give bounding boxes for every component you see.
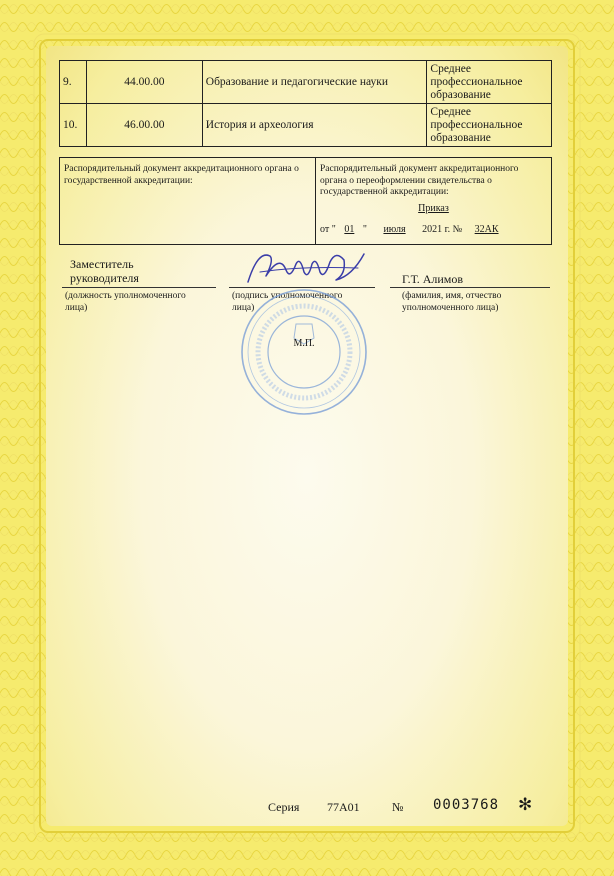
signature-hint: (подпись уполномоченного лица) <box>232 291 343 313</box>
program-name: История и археология <box>202 104 427 147</box>
program-code: 44.00.00 <box>86 61 202 104</box>
reissue-doc-right <box>315 157 552 245</box>
star-mark: ✻ <box>518 795 533 814</box>
table-row <box>60 61 552 104</box>
quote-close: " <box>362 224 367 235</box>
reissue-doc-label: Распорядительный документ аккредитационного органа о переоформлении свидетельства о государственной аккредитации: <box>320 164 519 197</box>
series-label: Серия <box>268 800 300 814</box>
official-seal <box>236 286 372 418</box>
program-name: Образование и педагогические науки <box>202 61 427 104</box>
stamp-mark: М.П. <box>293 338 315 349</box>
quote-open: " <box>331 224 336 235</box>
doc-month: июля <box>383 224 406 235</box>
programs-table <box>59 60 552 147</box>
position-line <box>62 287 216 288</box>
position-hint: (должность уполномоченного лица) <box>65 291 186 313</box>
education-level: Среднее профессиональное образование <box>427 61 552 104</box>
accreditation-doc-left <box>59 157 315 245</box>
date-prefix: от <box>320 224 330 235</box>
doc-date-line <box>320 224 547 236</box>
accreditation-doc-label: Распорядительный документ аккредитационного органа о государственной аккредитации: <box>64 164 299 186</box>
table-row <box>60 104 552 147</box>
doc-day: 01 <box>344 224 355 235</box>
row-number: 9. <box>60 61 87 104</box>
number-sign: № <box>392 800 404 814</box>
doc-type: Приказ <box>418 202 449 214</box>
series-value: 77А01 <box>327 800 360 814</box>
certificate-number: 0003768 <box>433 797 500 813</box>
doc-number: 32АК <box>474 224 499 235</box>
handwritten-signature <box>240 246 370 292</box>
education-level: Среднее профессиональное образование <box>427 104 552 147</box>
signatory-position: Заместитель руководителя <box>70 257 139 285</box>
number-sign: № <box>452 224 463 235</box>
row-number: 10. <box>60 104 87 147</box>
year-suffix: г. <box>444 224 451 235</box>
doc-year: 2021 <box>422 224 443 235</box>
name-line <box>390 287 550 288</box>
signatory-name: Г.Т. Алимов <box>402 272 464 286</box>
name-hint: (фамилия, имя, отчество уполномоченного лица) <box>402 291 502 313</box>
program-code: 46.00.00 <box>86 104 202 147</box>
